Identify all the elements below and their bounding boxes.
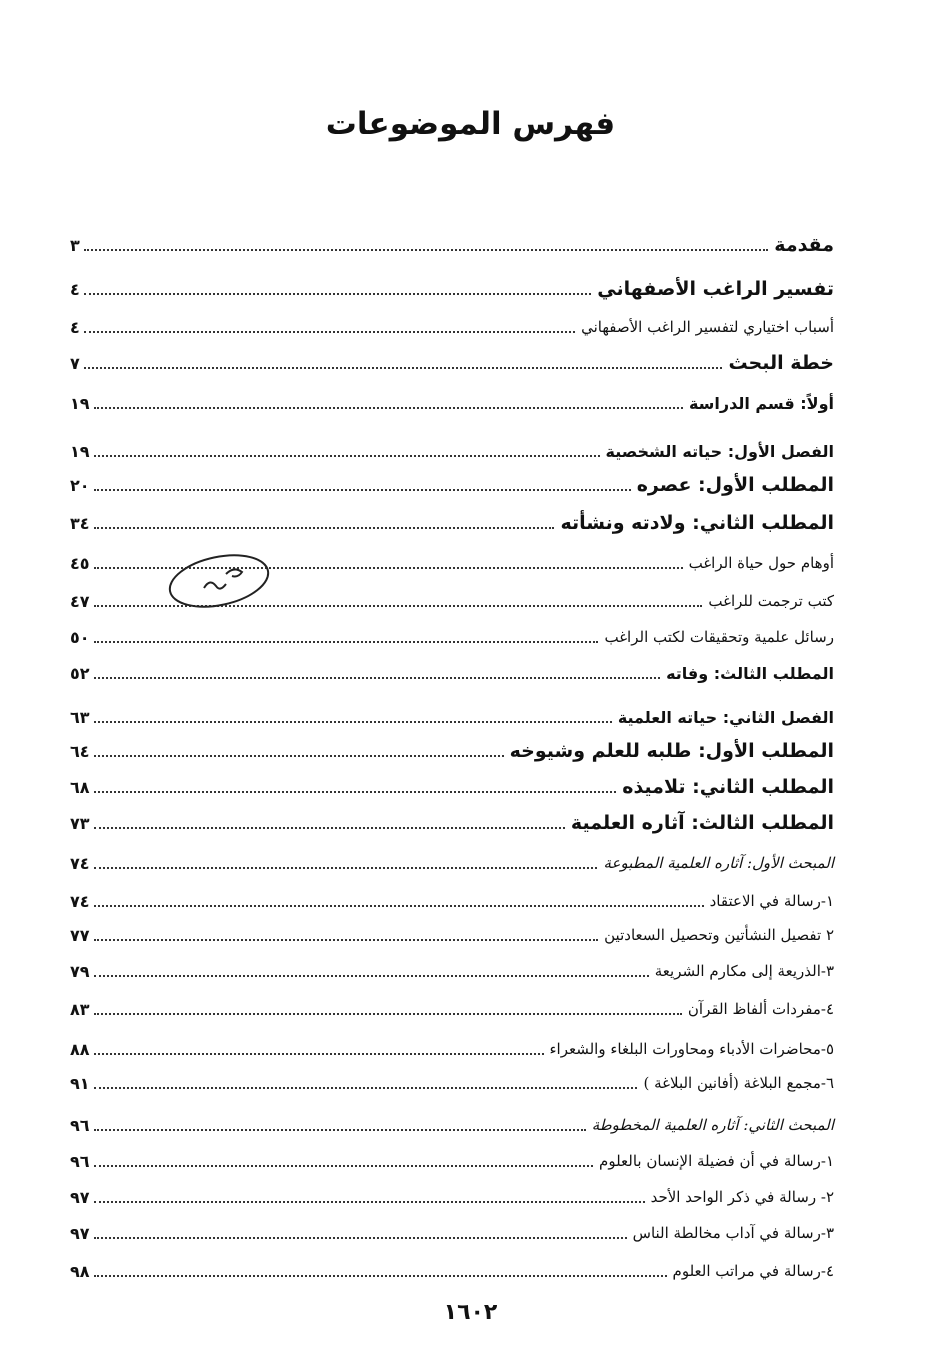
toc-entry-title: ١-رسالة في الاعتقاد: [709, 892, 834, 910]
dot-leader: [94, 1129, 586, 1131]
toc-entry-title: المطلب الثالث: وفاته: [666, 663, 834, 683]
toc-entry-page: ٩٦: [70, 1151, 90, 1171]
toc-entry-title: الفصل الثاني: حياته العلمية: [617, 707, 834, 727]
toc-entry: [70, 884, 834, 918]
toc-entry-page: ١٩: [70, 441, 90, 461]
toc-entry-page: ٧: [70, 353, 80, 373]
toc-entry: [70, 506, 834, 540]
toc-entry-page: ٣: [70, 235, 80, 255]
toc-entry-page: ٩١: [70, 1073, 90, 1093]
dot-leader: [94, 867, 598, 869]
toc-entry-title: ٢- رسالة في ذكر الواحد الأحد: [650, 1188, 834, 1206]
dot-leader: [94, 677, 661, 679]
dot-leader: [94, 455, 600, 457]
dot-leader: [84, 249, 769, 251]
toc-entry-title: أسباب اختياري لتفسير الراغب الأصفهاني: [581, 318, 834, 336]
toc-entry: [70, 700, 834, 734]
dot-leader: [94, 1165, 594, 1167]
toc-entry-title: المبحث الثاني: آثاره العلمية المخطوطة: [591, 1116, 834, 1134]
toc-entry-page: ٩٨: [70, 1261, 90, 1281]
toc-entry: [70, 1216, 834, 1250]
dot-leader: [94, 827, 565, 829]
toc-entry-title: ٦-مجمع البلاغة (أفانين البلاغة ): [643, 1074, 834, 1092]
toc-entry-page: ٨٣: [70, 999, 90, 1019]
toc-entry: [70, 1066, 834, 1100]
toc-entry-title: ٥-محاضرات الأدباء ومحاورات البلغاء والشعراء: [549, 1040, 834, 1058]
toc-entry-title: المطلب الأول: عصره: [636, 474, 834, 496]
page-title: فهرس الموضوعات: [325, 106, 616, 142]
toc-entry: [70, 918, 834, 952]
dot-leader: [94, 1013, 682, 1015]
toc-entry: [70, 620, 834, 654]
toc-entry-title: ٤-مفردات ألفاظ القرآن: [687, 1000, 834, 1018]
toc-entry: [70, 806, 834, 840]
toc-entry-page: ٩٦: [70, 1115, 90, 1135]
dot-leader: [94, 1201, 645, 1203]
toc-entry: [70, 468, 834, 502]
toc-entry: [70, 1254, 834, 1288]
toc-entry-title: المطلب الثاني: تلاميذه: [622, 776, 834, 798]
toc-entry: [70, 346, 834, 380]
toc-entry: [70, 310, 834, 344]
toc-entry: [70, 1180, 834, 1214]
table-of-contents: [70, 226, 834, 1284]
toc-entry-page: ٧٤: [70, 853, 90, 873]
toc-entry-title: الفصل الأول: حياته الشخصية: [605, 441, 834, 461]
dot-leader: [94, 489, 631, 491]
toc-entry-page: ٧٣: [70, 813, 90, 833]
toc-entry-page: ٢٠: [70, 475, 90, 495]
toc-entry-title: المبحث الأول: آثاره العلمية المطبوعة: [603, 854, 834, 872]
toc-entry: [70, 1108, 834, 1142]
dot-leader: [94, 527, 555, 529]
toc-entry-title: المطلب الأول: طلبه للعلم وشيوخه: [509, 740, 834, 762]
toc-entry-page: ٣٤: [70, 513, 90, 533]
toc-entry-page: ١٩: [70, 393, 90, 413]
dot-leader: [94, 939, 599, 941]
toc-entry: [70, 770, 834, 804]
dot-leader: [94, 755, 504, 757]
toc-entry-title: رسائل علمية وتحقيقات لكتب الراغب: [604, 628, 834, 646]
toc-entry: [70, 734, 834, 768]
toc-entry-page: ٤: [70, 317, 80, 337]
dot-leader: [84, 331, 575, 333]
toc-entry-page: ٧٧: [70, 925, 90, 945]
toc-entry-title: أولاً: قسم الدراسة: [688, 393, 834, 413]
toc-entry-title: ٣-الذريعة إلى مكارم الشريعة: [654, 962, 834, 980]
toc-entry-page: ٦٨: [70, 777, 90, 797]
page-number: ١٦٠٢: [443, 1300, 498, 1325]
toc-entry: [70, 386, 834, 420]
dot-leader: [94, 407, 683, 409]
dot-leader: [94, 1053, 544, 1055]
toc-entry: [70, 992, 834, 1026]
toc-entry-page: ٤٥: [70, 553, 90, 573]
toc-entry-title: ٢ تفصيل النشأتين وتحصيل السعادتين: [604, 926, 834, 944]
dot-leader: [84, 367, 723, 369]
toc-entry-page: ٤: [70, 279, 80, 299]
toc-entry-title: تفسير الراغب الأصفهاني: [597, 278, 834, 300]
toc-entry: [70, 272, 834, 306]
toc-entry-page: ٩٧: [70, 1223, 90, 1243]
toc-entry-page: ٧٤: [70, 891, 90, 911]
toc-entry-title: كتب ترجمت للراغب: [708, 592, 834, 610]
toc-entry-title: أوهام حول حياة الراغب: [688, 554, 834, 572]
dot-leader: [84, 293, 591, 295]
handwritten-annotation: [164, 546, 274, 616]
toc-entry-page: ٨٨: [70, 1039, 90, 1059]
dot-leader: [94, 975, 649, 977]
toc-entry-title: المطلب الثالث: آثاره العلمية: [570, 812, 834, 834]
toc-entry-title: مقدمة: [774, 234, 834, 256]
dot-leader: [94, 641, 599, 643]
toc-entry: [70, 1032, 834, 1066]
toc-entry-title: المطلب الثاني: ولادته ونشأته: [560, 512, 834, 534]
dot-leader: [94, 721, 612, 723]
toc-entry-page: ٥٠: [70, 627, 90, 647]
toc-entry: [70, 1144, 834, 1178]
toc-entry-page: ٩٧: [70, 1187, 90, 1207]
toc-entry-title: ١-رسالة في أن فضيلة الإنسان بالعلوم: [599, 1152, 834, 1170]
toc-entry-title: خطة البحث: [728, 352, 834, 374]
toc-entry-title: ٣-رسالة في آداب مخالطة الناس: [632, 1224, 834, 1242]
dot-leader: [94, 791, 617, 793]
toc-entry-page: ٧٩: [70, 961, 90, 981]
toc-entry: [70, 228, 834, 262]
toc-entry: [70, 434, 834, 468]
dot-leader: [94, 1275, 667, 1277]
toc-entry-title: ٤-رسالة في مراتب العلوم: [672, 1262, 834, 1280]
toc-entry-page: ٦٤: [70, 741, 90, 761]
toc-entry: [70, 656, 834, 690]
toc-entry: [70, 846, 834, 880]
dot-leader: [94, 1237, 627, 1239]
toc-entry: [70, 954, 834, 988]
dot-leader: [94, 1087, 638, 1089]
toc-entry-page: ٦٣: [70, 707, 90, 727]
toc-entry-page: ٤٧: [70, 591, 90, 611]
dot-leader: [94, 905, 704, 907]
toc-entry-page: ٥٢: [70, 663, 90, 683]
